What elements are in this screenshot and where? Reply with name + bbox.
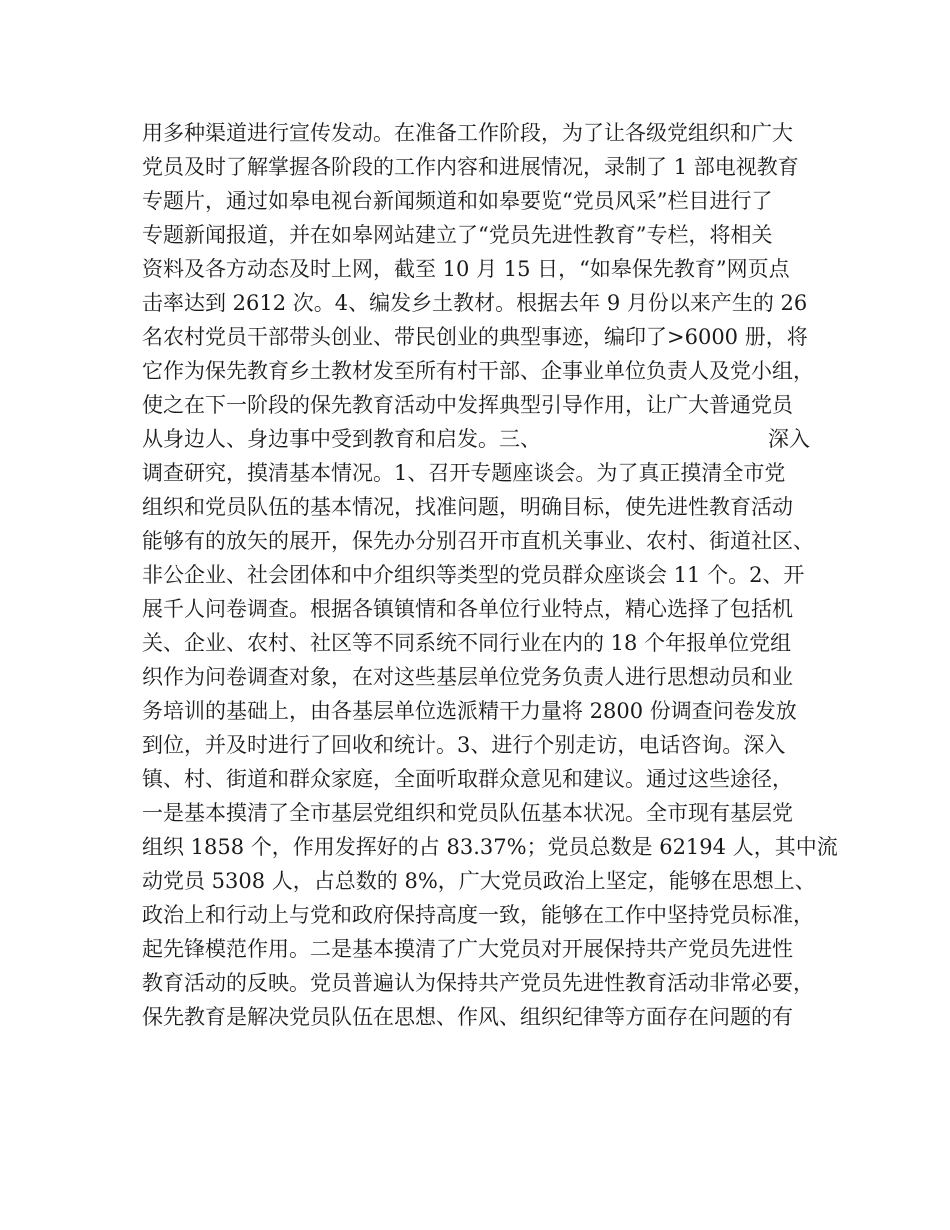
text-line-8: 它作为保先教育乡土教材发至所有村干部、企事业单位负责人及党小组， — [142, 359, 814, 383]
text-line-20: 镇、村、街道和群众家庭，全面听取群众意见和建议。通过这些途径， — [142, 767, 793, 791]
text-line-22: 组织 1858 个，作用发挥好的占 83.37%；党员总数是 62194 人，其中流 — [142, 835, 838, 859]
text-line-12: 组织和党员队伍的基本情况，找准问题，明确目标，使先进性教育活动 — [142, 495, 793, 519]
text-line-23: 动党员 5308 人，占总数的 8%，广大党员政治上坚定，能够在思想上、 — [142, 869, 816, 893]
text-line-19: 到位，并及时进行了回收和统计。3、进行个别走访，电话咨询。深入 — [142, 733, 786, 757]
text-line-10 — [142, 422, 822, 456]
text-line-18: 务培训的基础上，由各基层单位选派精干力量将 2800 份调查问卷发放 — [142, 699, 797, 723]
text-line-3: 专题片，通过如皋电视台新闻频道和如皋要览“党员风采”栏目进行了 — [142, 189, 773, 213]
text-line-24: 政治上和行动上与党和政府保持高度一致，能够在工作中坚持党员标准， — [142, 903, 814, 927]
text-line-4: 专题新闻报道，并在如皋网站建立了“党员先进性教育”专栏，将相关 — [142, 223, 773, 247]
text-line-5: 资料及各方动态及时上网，截至 10 月 15 日，“如皋保先教育”网页点 — [142, 257, 790, 281]
text-line-27: 保先教育是解决党员队伍在思想、作风、组织纪律等方面存在问题的有 — [142, 1005, 793, 1029]
text-line-10-left: 从身边人、身边事中受到教育和启发。三、 — [142, 427, 541, 451]
text-line-7: 名农村党员干部带头创业、带民创业的典型事迹，编印了>6000 册，将 — [142, 325, 808, 349]
text-line-14: 非公企业、社会团体和中介组织等类型的党员群众座谈会 11 个。2、开 — [142, 563, 805, 587]
text-line-13: 能够有的放矢的展开，保先办分别召开市直机关事业、农村、街道社区、 — [142, 529, 814, 553]
text-line-21: 一是基本摸清了全市基层党组织和党员队伍基本状况。全市现有基层党 — [142, 801, 793, 825]
text-line-15: 展千人问卷调查。根据各镇镇情和各单位行业特点，精心选择了包括机 — [142, 597, 793, 621]
text-line-2: 党员及时了解掌握各阶段的工作内容和进展情况，录制了 1 部电视教育 — [142, 155, 799, 179]
text-line-10-right: 深入 — [768, 427, 810, 451]
text-line-26: 教育活动的反映。党员普遍认为保持共产党员先进性教育活动非常必要， — [142, 971, 814, 995]
text-line-17: 织作为问卷调查对象，在对这些基层单位党务负责人进行思想动员和业 — [142, 665, 793, 689]
text-line-25: 起先锋模范作用。二是基本摸清了广大党员对开展保持共产党员先进性 — [142, 937, 793, 961]
text-line-11: 调查研究，摸清基本情况。1、召开专题座谈会。为了真正摸清全市党 — [142, 461, 786, 485]
text-line-16: 关、企业、农村、社区等不同系统不同行业在内的 18 个年报单位党组 — [142, 631, 792, 655]
text-line-1: 用多种渠道进行宣传发动。在准备工作阶段，为了让各级党组织和广大 — [142, 121, 793, 145]
text-line-9: 使之在下一阶段的保先教育活动中发挥典型引导作用，让广大普通党员 — [142, 393, 793, 417]
text-line-6: 击率达到 2612 次。4、编发乡土教材。根据去年 9 月份以来产生的 26 — [142, 291, 808, 315]
body-text — [142, 116, 838, 1034]
